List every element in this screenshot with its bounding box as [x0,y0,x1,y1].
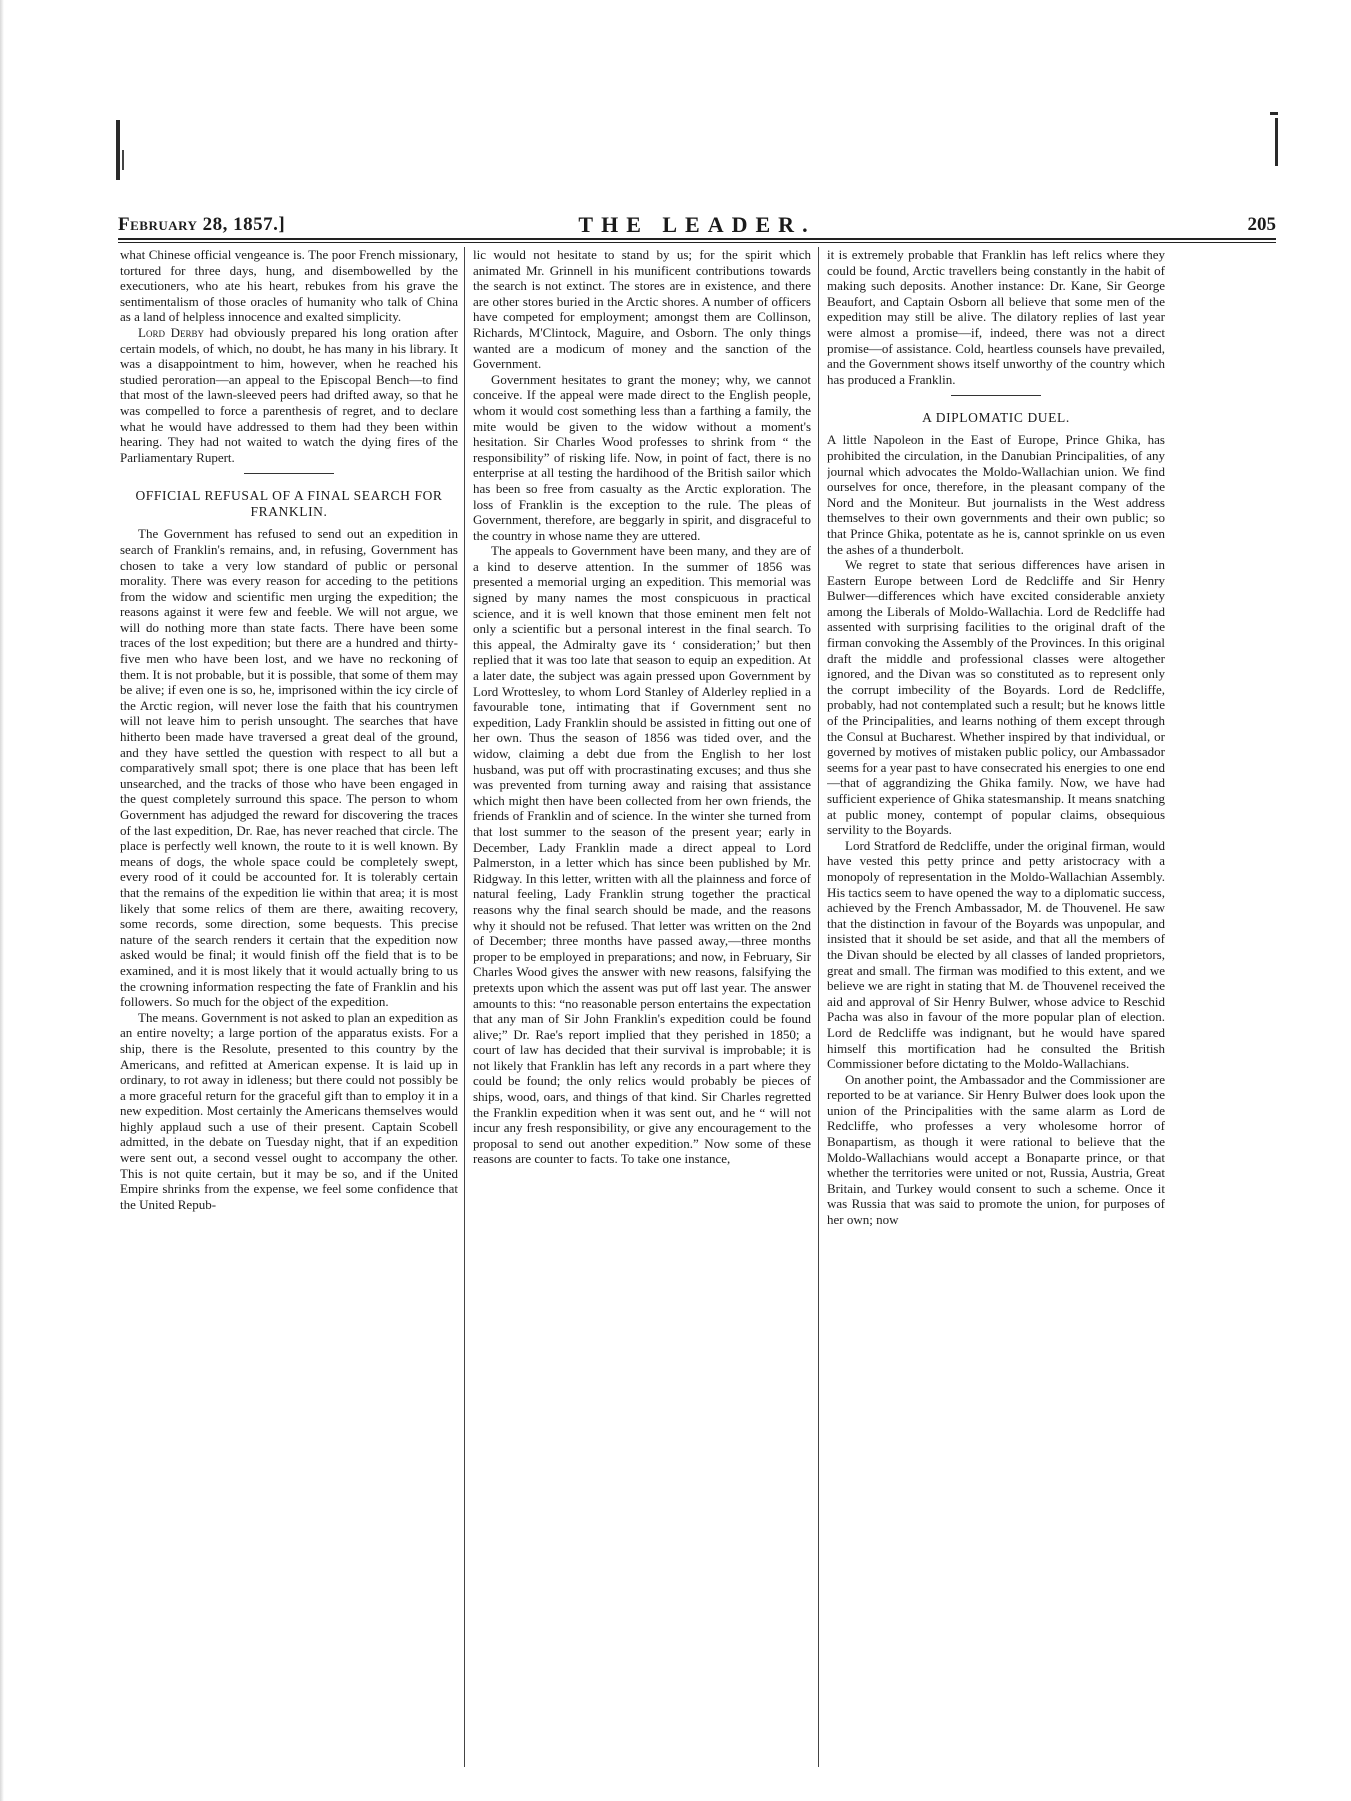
column-divider-2 [818,247,819,1767]
article-heading: OFFICIAL REFUSAL OF A FINAL SEARCH FOR FRANKLIN. [135,488,443,520]
masthead-title: THE LEADER. [578,212,816,237]
section-rule [244,473,334,474]
paragraph: On another point, the Ambassador and the Commissioner are reported to be at variance. Sir Henry Bulwer does look upon the union of the Principalities with the same alarm as Lord de Redcliffe, who professes a very wholesome horror of Bonapartism, as though it were rational to believe that the Moldo-Wallachians would accept a Bonaparte prince, or that whether the territories were united or not, Russia, Austria, Great Britain, and Turkey would consent to such a scheme. Once it was Russia that was said to promote the union, for purposes of her own; now [827,1071,1165,1228]
issue-date: February 28, 1857.] [118,214,286,235]
binding-mark-right [1275,118,1278,166]
section-rule [951,395,1041,396]
column-divider-1 [464,247,465,1767]
paragraph: Lord Stratford de Redcliffe, under the original firman, would have vested this petty prince and petty aristocracy with a monopoly of representation in the Moldo-Wallachian Assembly. His tactics seem to have opened the way to a diplomatic success, achieved by the French Ambassador, M. de Thouvenel. He saw that the distinction in favour of the Boyards was unpopular, and insisted that it should be set aside, and that all the members of the Divan should be elected by all classes of landed proprietors, great and small. The firman was modified to this extent, and we believe we are right in stating that M. de Thouvenel received the aid and approval of Sir Henry Bulwer, whose advice to Reschid Pacha was also in favour of the more popular plan of election. Lord de Redcliffe was indignant, but he would have spared himself this mortification had he consulted the British Commissioner before dictating to the Moldo-Wallachians. [827,837,1165,1072]
paragraph [120,325,458,465]
paragraph: The means. Government is not asked to plan an expedition as an entire novelty; a large portion of the apparatus exists. For a ship, there is the Resolute, presented to this country by the Americans, and refitted at American expense. It is laid up in ordinary, to rot away in idleness; but there could not possibly be a more graceful return for the graceful gift than to employ it in a new expedition. Most certainly the Americans themselves would highly applaud such a use of their present. Captain Scobell admitted, in the debate on Tuesday night, that if an expedition were sent out, a second vessel ought to accompany the other. This is not quite certain, but it may be so, and if the United Empire shrinks from the expense, we feel some confidence that the United Repub- [120,1009,458,1212]
paragraph: A little Napoleon in the East of Europe, Prince Ghika, has prohibited the circulation, in the Danubian Principalities, of any journal which advocates the Moldo-Wallachian union. We find ourselves for once, therefore, in the pleasant company of the Nord and the Moniteur. But journalists in the West address themselves to their own governments and their own public; so that Prince Ghika, potentate as he is, cannot sprinkle on us even the ashes of a thunderbolt. [827,432,1165,557]
header-rule [118,238,1276,240]
binding-mark-left-small [122,150,124,170]
column-3 [827,247,1165,1767]
paragraph: what Chinese official vengeance is. The poor French missionary, tortured for three days, hung, and disembowelled by the executioners, who ate his heart, rebukes from his grave the sentimentalism of those oracles of humanity who talk of China as a land of helpless innocence and exalted simplicity. [120,247,458,325]
article-heading: A DIPLOMATIC DUEL. [922,410,1070,426]
paragraph-text: had obviously prepared his long oration after certain models, of which, no doubt, he has many in his library. It was a disappointment to him, however, when he reached his studied peroration—an appeal to the Episcopal Bench—to find that most of the lawn-sleeved peers had drifted away, so that he was compelled to force a parenthesis of regret, and to declare what he would have addressed to them had they been within hearing. They had not waited to watch the dying fires of the Parliamentary Rupert. [120,324,458,465]
column-2 [473,247,811,1767]
paragraph: lic would not hesitate to stand by us; for the spirit which animated Mr. Grinnell in his munificent contributions towards the search is not extinct. The stores are in existence, and there are other stores buried in the Arctic shores. A number of officers have competed for employment; amongst them are Collinson, Richards, M'Clintock, Maguire, and Osborn. The only things wanted are a modicum of money and the sanction of the Government. [473,247,811,372]
paragraph: The Government has refused to send out an expedition in search of Franklin's remains, and, in refusing, Government has chosen to take a very low standard of public or personal morality. There was every reason for acceding to the petitions from the widow and scientific men urging the expedition; the reasons against it were few and feeble. We will not argue, we will do nothing more than state facts. There have been some traces of the lost expedition; but there are a hundred and thirty-five men who have been lost, and we have no reckoning of them. It is not probable, but it is possible, that some of them may be alive; if even one is so, he, imprisoned within the icy circle of the Arctic region, will never lose the faith that his countrymen will not leave him to perish unsought. The searches that have hitherto been made have traversed a great deal of the ground, and they have settled the question with respect to all but a comparatively small spot; there is one place that has been left unsearched, and the tracks of those who have been engaged in the quest completely surround this space. The person to whom Government has adjudged the reward for discovering the traces of the last expedition, Dr. Rae, has never reached that circle. The place is perfectly well known, the route to it is well known. By means of dogs, the whole space could be completely swept, every rood of it could be accounted for. It is tolerably certain that the remains of the expedition lie within that area; it is most likely that some relics of them are there, awaiting recovery, some records, some direction, some bequests. This precise nature of the search renders it certain that the expedition now asked would be final; it would finish off the field that is to be examined, and it is most likely that it would actually bring to us the crowning information respecting the fate of Franklin and his followers. So much for the object of the expedition. [120,526,458,1010]
scan-edge [0,0,4,1801]
page-number: 205 [1247,214,1276,235]
binding-mark-left [116,120,120,180]
paragraph: Government hesitates to grant the money; why, we cannot conceive. If the appeal were made direct to the English people, whom it would cost something less than a farthing a family, the mite would be given to the widow without a moment's hesitation. Sir Charles Wood professes to shrink from “ the responsibility” of risking life. Now, in point of fact, there is no enterprise at all testing the hardihood of the British sailor which has been so free from casualty as the Arctic exploration. The loss of Franklin is the exception to the rule. The pleas of Government, therefore, are beggarly in spirit, and disgraceful to the country in whose name they are uttered. [473,371,811,543]
binding-mark-right-tick [1270,112,1278,115]
header-rule-thin [118,242,1276,243]
person-name: Lord Derby [138,324,204,340]
paragraph: The appeals to Government have been many, and they are of a kind to deserve attention. In the summer of 1856 was presented a memorial urging an expedition. This memorial was signed by many names the most conspicuous in practical science, and it is well known that those eminent men felt not only a scientific but a personal interest in the final search. To this appeal, the Admiralty gave its ‘ consideration;’ but then replied that it was too late that season to equip an expedition. At a later date, the subject was again pressed upon Government by Lord Wrottesley, to whom Lord Stanley of Alderley replied in a favourable tone, intimating that if Government sent no expedition, Lady Franklin should be assisted in fitting out one of her own. Thus the season of 1856 was tided over, and the widow, claiming a debt due from the English to her lost husband, was put off with procrastinating excuses; and thus she was prevented from turning away and raising that assistance which might then have been collected from her own friends, the friends of Franklin and of science. In the winter she turned from that lost summer to the season of the present year; early in December, Lady Franklin made a direct appeal to Lord Palmerston, in a letter which has since been published by Mr. Ridgway. In this letter, written with all the plainness and force of natural feeling, Lady Franklin strung together the practical reasons why the final search should be made, and the reasons why it should not be refused. That letter was written on the 2nd of December; three months have passed away,—three months proper to be employed in preparations; and now, in February, Sir Charles Wood gives the answer with new reasons, falsifying the pretexts upon which the assent was put off last year. The answer amounts to this: “no reasonable person entertains the expectation that any man of Sir John Franklin's expedition could be found alive;” Dr. Rae's report implied that they perished in 1850; a court of law has decided that their survival is improbable; it is not likely that Franklin has left any records in a part where they could be found; the only relics would probably be pieces of ships, wood, oars, and things of that kind. Sir Charles regretted the Franklin expedition when it was sent out, and he “ will not incur any fresh responsibility, or give any encouragement to the proposal to send out another expedition.” Now some of these reasons are counter to facts. To take one instance, [473,543,811,1167]
paragraph: it is extremely probable that Franklin has left relics where they could be found, Arctic travellers being constantly in the habit of making such deposits. Another instance: Dr. Kane, Sir George Beaufort, and Captain Osborn all believe that some men of the expedition may still be alive. The dilatory replies of last year were almost a promise—if, indeed, there was not a direct promise—of assistance. Cold, heartless counsels have prevailed, and the Government shows itself unworthy of the country which has produced a Franklin. [827,247,1165,387]
column-1 [120,247,458,1767]
paragraph: We regret to state that serious differences have arisen in Eastern Europe between Lord de Redcliffe and Sir Henry Bulwer—differences which have excited considerable anxiety among the Liberals of Moldo-Wallachia. Lord de Redcliffe had assented with surprising facilities to the original draft of the firman convoking the Assembly of the Provinces. In this original draft the middle and professional classes were altogether ignored, and the Divan was so constituted as to represent only the corrupt imbecility of the Boyards. Lord de Redcliffe, probably, had not contemplated such a result; but he knows little of the Principalities, and learns nothing of them except through the Consul at Bucharest. Whether inspired by that individual, or governed by motives of mistaken public policy, our Ambassador seems for a year past to have consecrated his energies to one end—that of aggrandizing the Ghika family. Now, we have had sufficient experience of Ghika statesmanship. It means snatching at public money, contempt of popular claims, obsequious servility to the Boyards. [827,557,1165,838]
